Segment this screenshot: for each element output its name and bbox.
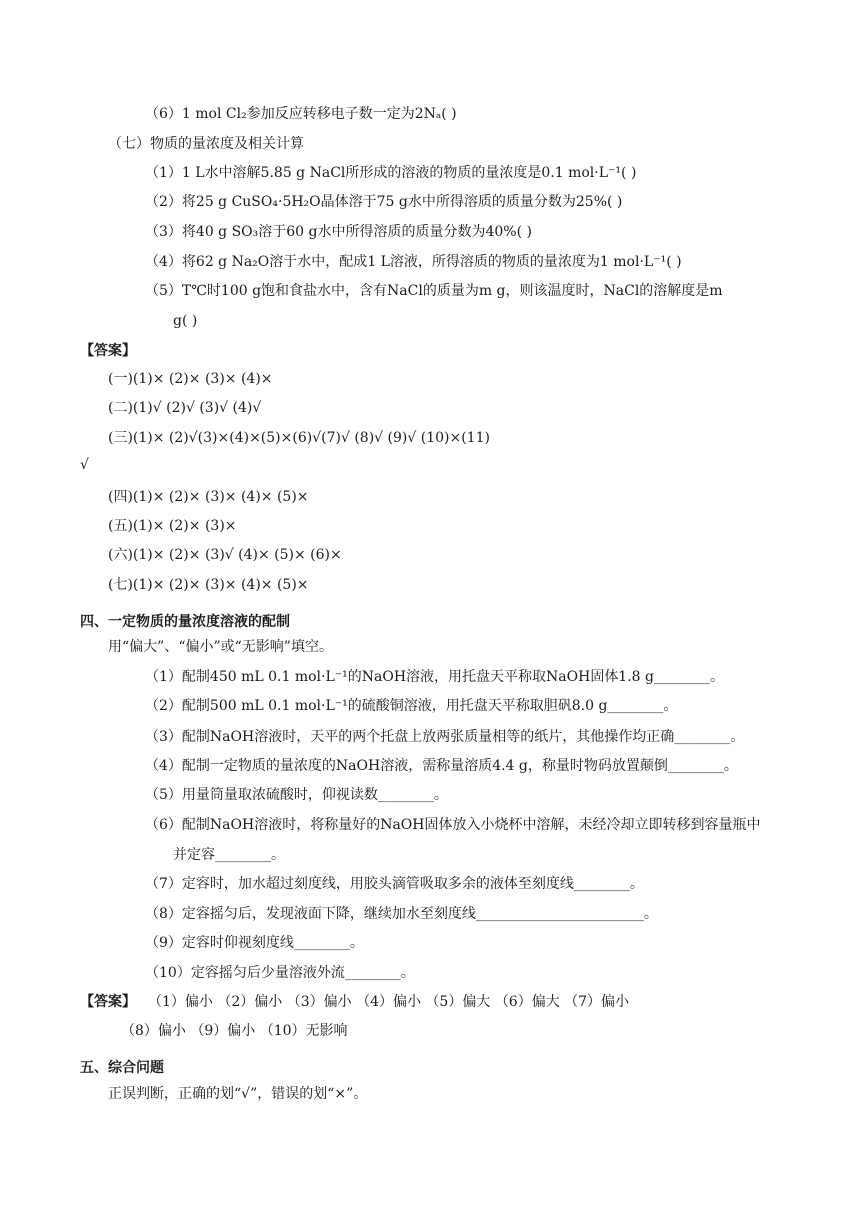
section-5-intro: 正误判断，正确的划“√”，错误的划“×”。 xyxy=(108,1086,368,1102)
question-7-5: （5）T℃时100 g饱和食盐水中，含有NaCl的质量为m g，则该温度时，NaCl的溶解度是m xyxy=(145,283,723,299)
section-4-intro: 用“偏大”、“偏小”或“无影响”填空。 xyxy=(108,639,333,655)
answer-line-5: (五)(1)× (2)× (3)× xyxy=(108,518,237,534)
question-4-10: （10）定容摇匀后少量溶液外流________。 xyxy=(145,965,415,981)
section-4-heading: 四、一定物质的量浓度溶液的配制 xyxy=(80,614,290,630)
question-4-4: （4）配制一定物质的量浓度的NaOH溶液，需称量溶质4.4 g，称量时物码放置颠倒________。 xyxy=(145,758,738,774)
question-7-2: （2）将25 g CuSO₄·5H₂O晶体溶于75 g水中所得溶质的质量分数为25%( ) xyxy=(145,194,623,210)
question-4-9: （9）定容时仰视刻度线________。 xyxy=(145,935,364,951)
question-4-7: （7）定容时，加水超过刻度线，用胶头滴管吸取多余的液体至刻度线________。 xyxy=(145,876,644,892)
answer-2-line-1: （1）偏小 （2）偏小 （3）偏小 （4）偏小 （5）偏大 （6）偏大 （7）偏小 xyxy=(148,994,630,1010)
answer-line-3-continuation: √ xyxy=(80,457,89,473)
answer-line-2: (二)(1)√ (2)√ (3)√ (4)√ xyxy=(108,400,262,416)
question-4-6-continuation: 并定容________。 xyxy=(173,847,285,863)
answer-line-6: (六)(1)× (2)× (3)√ (4)× (5)× (6)× xyxy=(108,547,342,563)
answer-2-line-2: （8）偏小 （9）偏小 （10）无影响 xyxy=(121,1023,348,1039)
answer-line-3: (三)(1)× (2)√(3)×(4)×(5)×(6)√(7)√ (8)√ (9)√ (10)×(11) xyxy=(108,430,490,446)
section-5-heading: 五、综合问题 xyxy=(80,1060,164,1076)
question-7-5-continuation: g( ) xyxy=(173,313,198,329)
question-4-8: （8）定容摇匀后，发现液面下降，继续加水至刻度线________________________。 xyxy=(145,906,658,922)
answer-line-1: (一)(1)× (2)× (3)× (4)× xyxy=(108,371,273,387)
question-7-4: （4）将62 g Na₂O溶于水中，配成1 L溶液，所得溶质的物质的量浓度为1 mol·L⁻¹( ) xyxy=(145,254,682,270)
answer-label-2: 【答案】 xyxy=(80,994,136,1010)
question-7-1: （1）1 L水中溶解5.85 g NaCl所形成的溶液的物质的量浓度是0.1 mol·L⁻¹( ) xyxy=(145,165,637,181)
question-6-6: （6）1 mol Cl₂参加反应转移电子数一定为2Nₐ( ) xyxy=(145,106,457,122)
answer-line-4: (四)(1)× (2)× (3)× (4)× (5)× xyxy=(108,489,309,505)
question-4-5: （5）用量筒量取浓硫酸时，仰视读数________。 xyxy=(145,787,448,803)
question-4-2: （2）配制500 mL 0.1 mol·L⁻¹的硫酸铜溶液，用托盘天平称取胆矾8.0 g________。 xyxy=(145,698,678,714)
question-4-3: （3）配制NaOH溶液时，天平的两个托盘上放两张质量相等的纸片，其他操作均正确________。 xyxy=(145,729,745,745)
question-4-1: （1）配制450 mL 0.1 mol·L⁻¹的NaOH溶液，用托盘天平称取NaOH固体1.8 g________。 xyxy=(145,669,724,685)
question-7-3: （3）将40 g SO₃溶于60 g水中所得溶质的质量分数为40%( ) xyxy=(145,224,532,240)
answer-label: 【答案】 xyxy=(80,343,136,359)
question-4-6: （6）配制NaOH溶液时，将称量好的NaOH固体放入小烧杯中溶解，未经冷却立即转移到容量瓶中 xyxy=(145,817,761,833)
answer-line-7: (七)(1)× (2)× (3)× (4)× (5)× xyxy=(108,577,309,593)
section-7-heading: （七）物质的量浓度及相关计算 xyxy=(108,136,304,152)
